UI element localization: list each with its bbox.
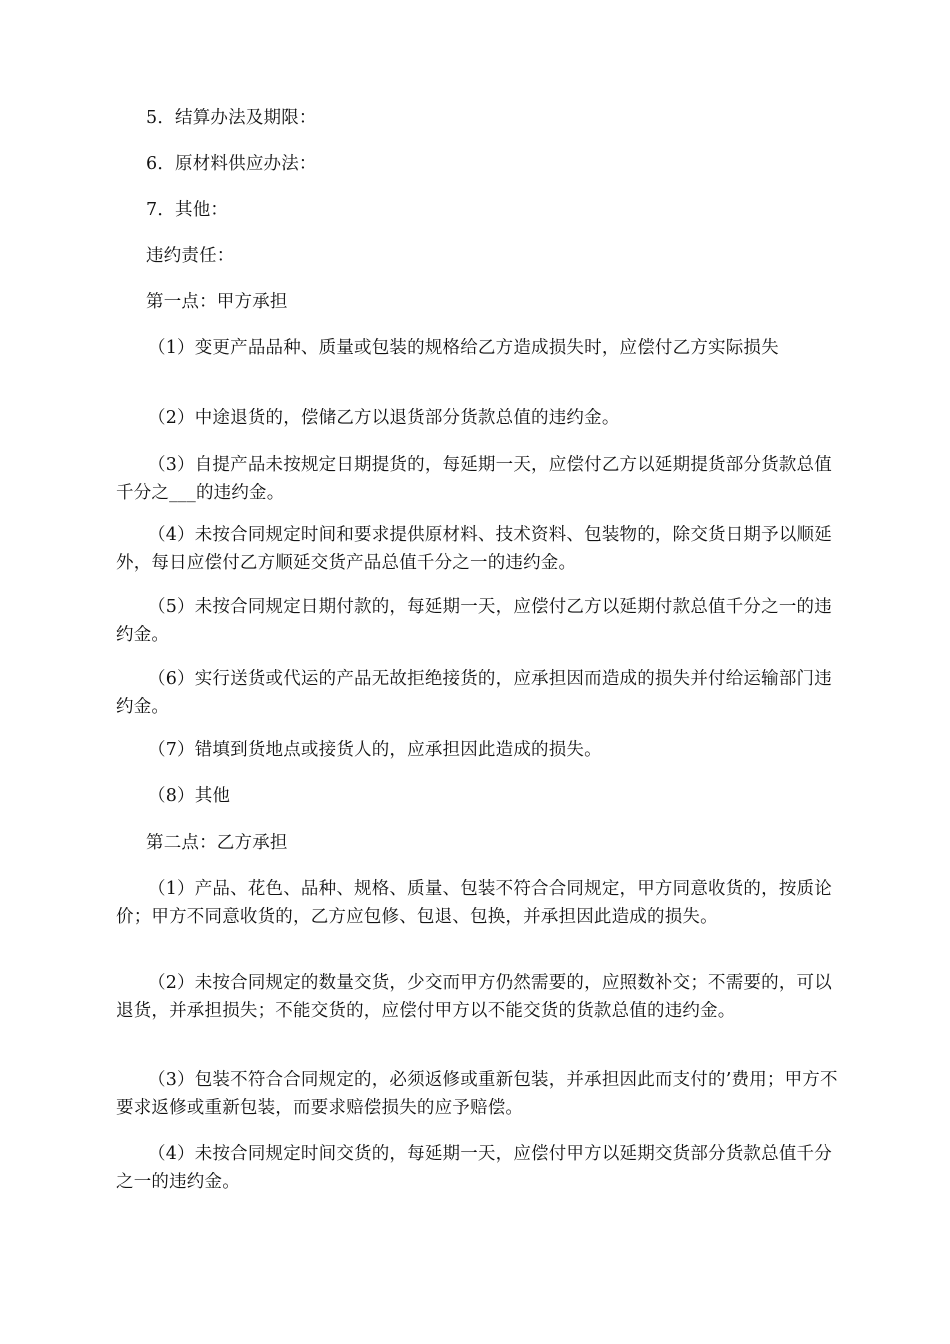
party-b-heading: 第二点：乙方承担	[146, 833, 288, 853]
party-a-item-8: （8）其他	[148, 786, 231, 806]
party-b-item-3: （3）包装不符合合同规定的，必须返修或重新包装，并承担因此而支付的’费用；甲方不要求返修或重新包装，而要求赔偿损失的应予赔偿。	[116, 1070, 838, 1118]
party-a-item-3: （3）自提产品未按规定日期提货的，每延期一天，应偿付乙方以延期提货部分货款总值千分之___的违约金。	[116, 455, 832, 503]
settlement-clause: 5．结算办法及期限：	[146, 108, 317, 128]
party-a-heading: 第一点：甲方承担	[146, 292, 288, 312]
party-a-item-2: （2）中途退货的，偿储乙方以退货部分货款总值的违约金。	[148, 408, 620, 428]
breach-liability-heading: 违约责任：	[146, 246, 235, 266]
party-a-item-7: （7）错填到货地点或接货人的，应承担因此造成的损失。	[148, 740, 602, 760]
party-b-item-2: （2）未按合同规定的数量交货，少交而甲方仍然需要的，应照数补交；不需要的，可以退货，并承担损失；不能交货的，应偿付甲方以不能交货的货款总值的违约金。	[116, 973, 832, 1021]
party-a-item-5: （5）未按合同规定日期付款的，每延期一天，应偿付乙方以延期付款总值千分之一的违约金。	[116, 597, 832, 645]
other-clause: 7．其他：	[146, 200, 229, 220]
party-a-item-4: （4）未按合同规定时间和要求提供原材料、技术资料、包装物的，除交货日期予以顺延外，每日应偿付乙方顺延交货产品总值千分之一的违约金。	[116, 525, 832, 573]
party-a-item-1: （1）变更产品品种、质量或包装的规格给乙方造成损失时，应偿付乙方实际损失	[148, 338, 779, 358]
party-b-item-4: （4）未按合同规定时间交货的，每延期一天，应偿付甲方以延期交货部分货款总值千分之一的违约金。	[116, 1144, 832, 1192]
materials-supply-clause: 6．原材料供应办法：	[146, 154, 317, 174]
party-a-item-6: （6）实行送货或代运的产品无故拒绝接货的，应承担因而造成的损失并付给运输部门违约金。	[116, 669, 832, 717]
party-b-item-1: （1）产品、花色、品种、规格、质量、包装不符合合同规定，甲方同意收货的，按质论价；甲方不同意收货的，乙方应包修、包退、包换，并承担因此造成的损失。	[116, 879, 832, 927]
